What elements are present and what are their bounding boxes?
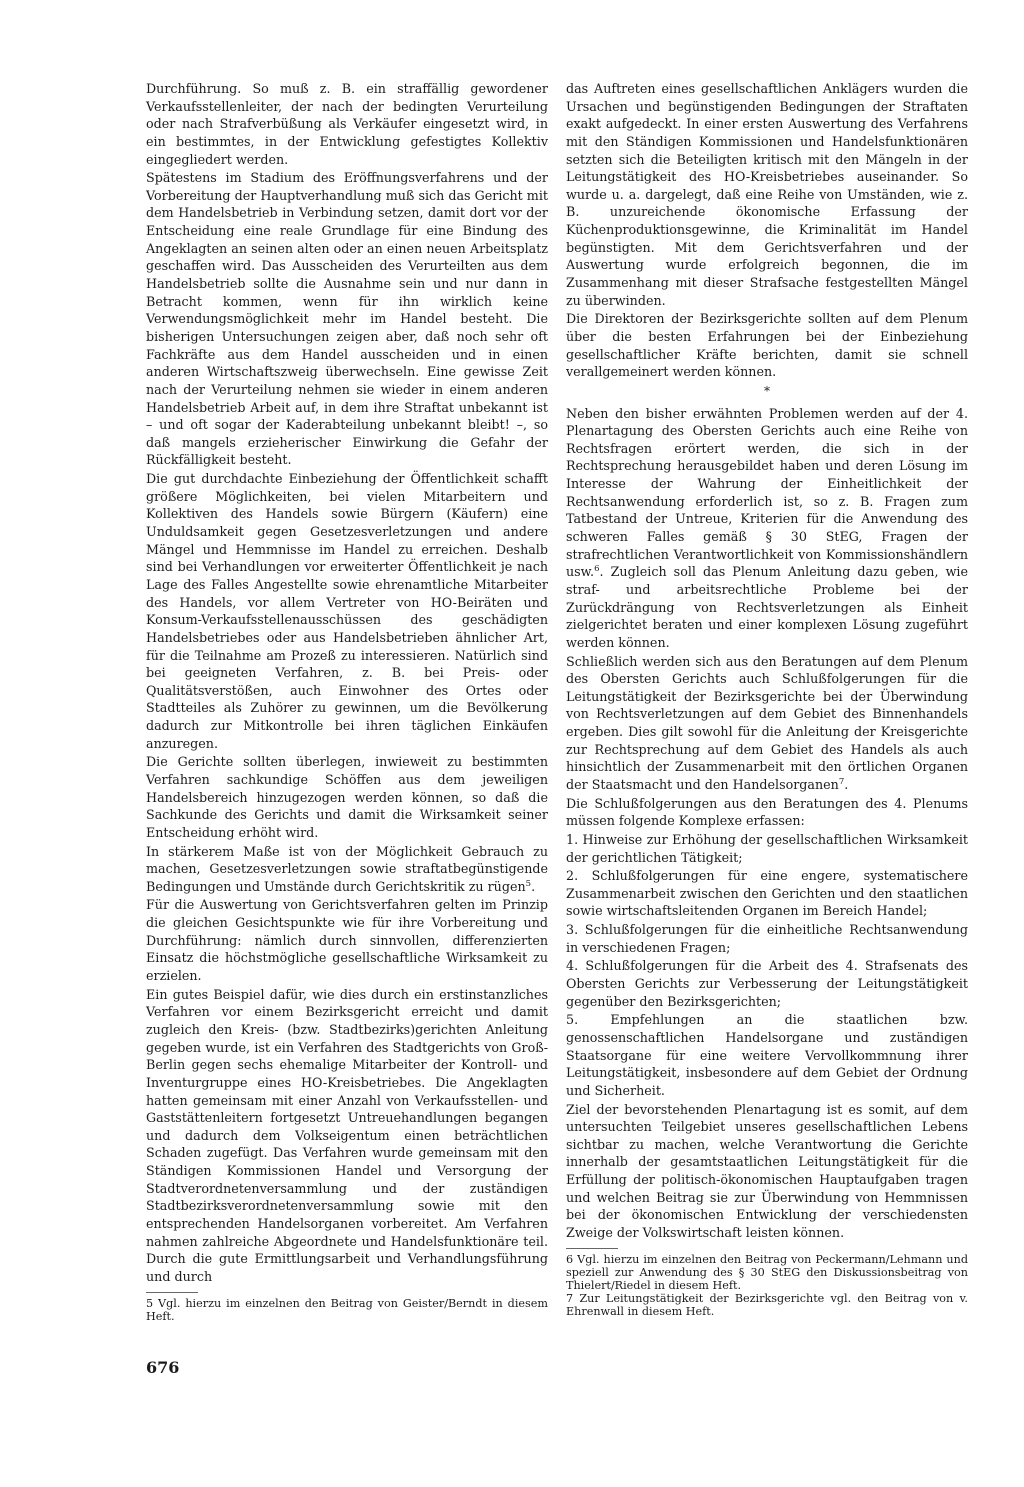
list-item: 4. Schlußfolgerungen für die Arbeit des 4. Strafsenats des Obersten Gerichts zur Verbesserung der Leitungstätigkeit gegenüber den Bezirksgerichten;: [566, 958, 968, 1009]
paragraph: Ein gutes Beispiel dafür, wie dies durch ein erstinstanzliches Verfahren vor einem Bezirksgericht erreicht und damit zugleich den Kreis- (bzw. Stadtbezirks)gerichten Anleitung gegeben wurde, ist ein Verfahren des Stadtgerichts von Groß-Berlin gegen sechs ehemalige Mitarbeiter der Kontroll- und Inventurgruppe eines HO-Kreisbetriebes. Die Angeklagten hatten gemeinsam mit einer Anzahl von Verkaufsstellen- und Gaststättenleitern fortgesetzt Untreuehandlungen begangen und dadurch dem Volkseigentum einen beträchtlichen Schaden zugefügt. Das Verfahren wurde gemeinsam mit den Ständigen Kommissionen Handel und Versorgung der Stadtverordnetenversammlung und der zuständigen Stadtbezirksverordnetenversammlung sowie mit den entsprechenden Handelsorganen vorbereitet. Am Verfahren nahmen zahlreiche Abgeordnete und Handelsfunktionäre teil. Durch die gute Ermittlungsarbeit und Verhandlungsführung und durch: [146, 986, 548, 1284]
footnote-divider: [146, 1292, 198, 1293]
paragraph: Die Gerichte sollten überlegen, inwieweit zu bestimmten Verfahren sachkundige Schöffen aus dem jeweiligen Handelsbereich hinzugezogen werden können, so daß die Sachkunde des Gerichts und damit die Wirksamkeit seiner Entscheidung erhöht wird.: [146, 754, 548, 840]
list-item: 2. Schlußfolgerungen für eine engere, systematischere Zusammenarbeit zwischen den Gerichten und den staatlichen sowie wirtschaftsleitenden Organen im Bereich Handel;: [566, 868, 968, 919]
paragraph: Die Schlußfolgerungen aus den Beratungen des 4. Plenums müssen folgende Komplexe erfassen:: [566, 795, 968, 829]
footnote-marker: 5: [525, 878, 532, 889]
paragraph-with-footnote: Schließlich werden sich aus den Beratungen auf dem Plenum des Obersten Gerichts auch Schlußfolgerungen für die Leitungstätigkeit der Bezirksgerichte bei der Überwindung von Rechtsverletzungen auf dem Gebiet des Binnenhandels ergeben. Dies gilt sowohl für die Anleitung der Kreisgerichte zur Rechtsprechung auf dem Gebiet des Handels als auch hinsichtlich der Zusammenarbeit mit den örtlichen Organen der Staatsmacht und den Handelsorganen$^7$.: [566, 653, 968, 792]
footnote-divider: [566, 1248, 618, 1249]
footnote: 7 Zur Leitungstätigkeit der Bezirksgerichte vgl. den Beitrag von v. Ehrenwall in diesem Heft.: [566, 1292, 968, 1319]
footnote: 5 Vgl. hierzu im einzelnen den Beitrag von Geister/Berndt in diesem Heft.: [146, 1296, 548, 1323]
paragraph: Spätestens im Stadium des Eröffnungsverfahrens und der Vorbereitung der Hauptverhandlung muß sich das Gericht mit dem Handelsbetrieb in Verbindung setzen, damit dort vor der Entscheidung eine reale Grundlage für eine Bindung des Angeklagten an seinen alten oder an einen neuen Arbeitsplatz geschaffen wird. Das Ausscheiden des Verurteilten aus dem Handelsbetrieb sollte die Ausnahme sein und nur dann in Betracht kommen, wenn für ihn wirklich keine Verwendungsmöglichkeit mehr im Handel besteht. Die bisherigen Untersuchungen zeigen aber, daß noch sehr oft Fachkräfte aus dem Handel ausscheiden und in einen anderen Wirtschaftszweig überwechseln. Eine gewisse Zeit nach der Verurteilung nehmen sie wieder in einem anderen Handelsbetrieb Arbeit auf, in dem ihre Straftat unbekannt ist – und oft sogar der Kaderabteilung unbekannt bleibt! –, so daß mangels erzieherischer Einwirkung die Gefahr der Rückfälligkeit besteht.: [146, 170, 548, 468]
paragraph: Für die Auswertung von Gerichtsverfahren gelten im Prinzip die gleichen Gesichtspunkte wie für ihre Vorbereitung und Durchführung: nämlich durch sinnvollen, differenzierten Einsatz die höchstmögliche gesellschaftliche Wirksamkeit zu erzielen.: [146, 897, 548, 984]
paragraph-text: Neben den bisher erwähnten Problemen werden auf der 4. Plenartagung des Obersten Gerichts auch eine Reihe von Rechtsfragen erörtert werden, die sich in der Rechtsprechung herausgebildet haben und deren Lösung im Interesse der Wahrung der Einheitlichkeit der Rechtsanwendung erforderlich ist, so z. B. Fragen zum Tatbestand der Untreue, Kriterien für die Anwendung des schweren Falles gemäß § 30 StEG, Fragen der strafrechtlichen Verantwortlichkeit von Kommissionshändlern usw.: [566, 405, 968, 580]
section-separator: *: [764, 383, 770, 398]
footnote-marker: 7: [838, 776, 845, 787]
paragraph-with-footnote: [566, 405, 968, 652]
paragraph-text: In stärkerem Maße ist von der Möglichkeit Gebrauch zu machen, Gesetzesverletzungen sowie straftatbegünstigende Bedingungen und Umstände durch Gerichtskritik zu rügen: [146, 843, 548, 894]
paragraph: Ziel der bevorstehenden Plenartagung ist es somit, auf dem untersuchten Teilgebiet unseres gesellschaftlichen Lebens sichtbar zu machen, welche Verantwortung die Gerichte innerhalb der gesamtstaatlichen Leitungstätigkeit für die Erfüllung der politisch-ökonomischen Hauptaufgaben tragen und welchen Beitrag sie zur Überwindung von Hemmnissen bei der ökonomischen Entwicklung der verschiedensten Zweige der Volkswirtschaft leisten können.: [566, 1101, 968, 1240]
paragraph-text: . Zugleich soll das Plenum Anleitung dazu geben, wie straf- und arbeitsrechtliche Probleme bei der Zurückdrängung von Rechtsverletzungen als Einheit zielgerichtet beraten und einer komplexen Lösung zugeführt werden können.: [566, 564, 968, 650]
paragraph: Durchführung. So muß z. B. ein straffällig gewordener Verkaufsstellenleiter, der nach der bedingten Verurteilung oder nach Strafverbüßung als Verkäufer eingesetzt wird, in ein bestimmtes, in der Entwicklung gefestigtes Kollektiv eingegliedert werden.: [146, 81, 548, 167]
footnote-marker: 6: [594, 564, 600, 575]
paragraph-with-footnote: In stärkerem Maße ist von der Möglichkeit Gebrauch zu machen, Gesetzesverletzungen sowie straftatbegünstigende Bedingungen und Umstände durch Gerichtskritik zu rügen$^5$.: [146, 843, 548, 894]
footnote: 6 Vgl. hierzu im einzelnen den Beitrag von Peckermann/Lehmann und speziell zur Anwendung des § 30 StEG den Diskussionsbeitrag von Thielert/Riedel in diesem Heft.: [566, 1252, 968, 1293]
right-column: [566, 80, 968, 1319]
left-column: [146, 80, 548, 1323]
paragraph-text: Schließlich werden sich aus den Beratungen auf dem Plenum des Obersten Gerichts auch Schlußfolgerungen für die Leitungstätigkeit der Bezirksgerichte bei der Überwindung von Rechtsverletzungen auf dem Gebiet des Binnenhandels ergeben. Dies gilt sowohl für die Anleitung der Kreisgerichte zur Rechtsprechung auf dem Gebiet des Handels als auch hinsichtlich der Zusammenarbeit mit den örtlichen Organen der Staatsmacht und den Handelsorganen: [566, 653, 968, 792]
list-item: 5. Empfehlungen an die staatlichen bzw. genossenschaftlichen Handelsorgane und zuständigen Staatsorgane für eine weitere Vervollkommnung ihrer Leitungstätigkeit, insbesondere auf dem Gebiet der Ordnung und Sicherheit.: [566, 1012, 968, 1098]
page-number: 676: [146, 1358, 180, 1377]
paragraph: Die Direktoren der Bezirksgerichte sollten auf dem Plenum über die besten Erfahrungen bei der Einbeziehung gesellschaftlicher Kräfte berichten, damit sie schnell verallgemeinert werden können.: [566, 311, 968, 380]
list-item: 3. Schlußfolgerungen für die einheitliche Rechtsanwendung in verschiedenen Fragen;: [566, 922, 968, 955]
paragraph: das Auftreten eines gesellschaftlichen Anklägers wurden die Ursachen und begünstigenden Bedingungen der Straftaten exakt aufgedeckt. In einer ersten Auswertung des Verfahrens mit den Ständigen Kommissionen und Handelsfunktionären setzten sich die Beteiligten kritisch mit den Mängeln in der Leitungstätigkeit des HO-Kreisbetriebes auseinander. So wurde u. a. dargelegt, daß eine Reihe von Umständen, wie z. B. unzureichende ökonomische Erfassung der Küchenproduktionsgewinne, die Kriminalität im Handel begünstigten. Mit dem Gerichtsverfahren und der Auswertung wurde erfolgreich begonnen, die im Zusammenhang mit dieser Strafsache festgestellten Mängel zu überwinden.: [566, 81, 968, 308]
list-item: 1. Hinweise zur Erhöhung der gesellschaftlichen Wirksamkeit der gerichtlichen Tätigkeit;: [566, 831, 968, 865]
paragraph: Die gut durchdachte Einbeziehung der Öffentlichkeit schafft größere Möglichkeiten, bei vielen Mitarbeitern und Kollektiven des Handels sowie Bürgern (Käufern) eine Unduldsamkeit gegen Gesetzesverletzungen und andere Mängel und Hemmnisse im Handel zu erreichen. Deshalb sind bei Verhandlungen vor erweiterter Öffentlichkeit je nach Lage des Falles Angestellte sowie ehrenamtliche Mitarbeiter des Handels, vor allem Vertreter von HO-Beiräten und Konsum-Verkaufsstellenausschüssen des geschädigten Handelsbetriebes oder aus Handelsbetrieben ähnlicher Art, für die Teilnahme am Prozeß zu interessieren. Natürlich sind bei geeigneten Verfahren, z. B. bei Preis- oder Qualitätsverstößen, auch Einwohner des Ortes oder Stadtteiles als Zuhörer zu gewinnen, um die Bevölkerung dadurch zur Mitkontrolle bei ihren täglichen Einkäufen anzuregen.: [146, 471, 548, 751]
